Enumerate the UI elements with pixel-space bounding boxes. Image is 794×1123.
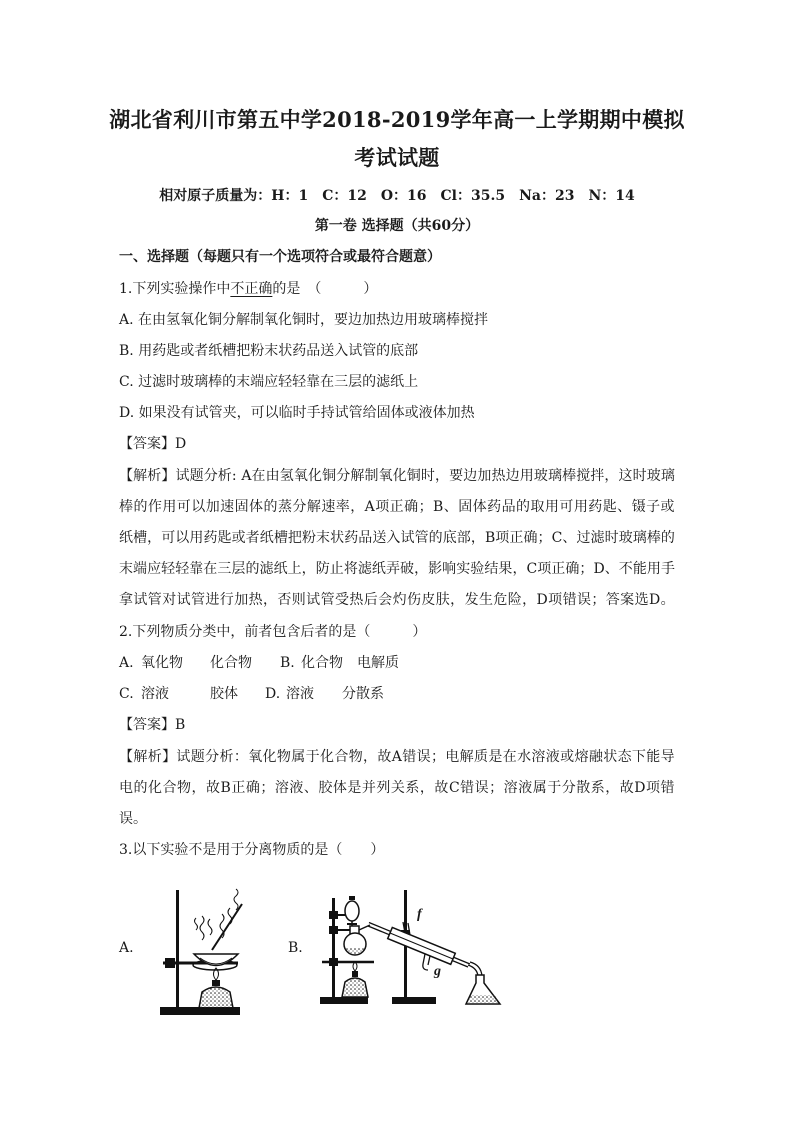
lamp-b-wick <box>352 971 358 977</box>
q2-option-c-first: 溶液 <box>141 686 169 702</box>
q2-option-c-second: 胶体 <box>210 686 238 702</box>
q1-analysis-line: 末端应轻轻靠在三层的滤纸上，防止将滤纸弄破，影响实验结果，C项正确；D、不能用手 <box>119 561 675 577</box>
vapor-5 <box>234 889 238 910</box>
q2-option-a-second: 化合物 <box>210 655 252 671</box>
vapor-6 <box>195 918 198 930</box>
separatory-funnel <box>345 901 359 921</box>
part-heading: 一、选择题（每题只有一个选项符合或最符合题意） <box>119 249 441 265</box>
alcohol-lamp-b <box>342 978 368 997</box>
q1-stem <box>119 279 377 299</box>
q2-analysis-line: 误。 <box>119 811 147 827</box>
lamp-a-wick <box>212 980 220 986</box>
inlet-label-f: f <box>417 907 422 922</box>
flame-b <box>353 962 357 971</box>
q1-stem-before: 1.下列实验操作中 <box>119 281 231 297</box>
q2-option-a-label: A. <box>119 655 134 671</box>
condenser-core <box>390 933 453 959</box>
q2-option-b-label: B. <box>280 655 295 671</box>
q1-option-a: A. 在由氢氧化铜分解制氧化铜时，要边加热边用玻璃棒搅拌 <box>119 312 489 328</box>
q2-analysis-line: 【解析】试题分析：氧化物属于化合物，故A错误；电解质是在水溶液或熔融状态下能导 <box>119 749 675 765</box>
q2-option-a-first: 氧化物 <box>141 655 183 671</box>
q1-stem-underlined: 不正确 <box>230 281 273 297</box>
q2-option-d-second: 分散系 <box>342 686 384 702</box>
q1-analysis-line: 棒的作用可以加速固体的蒸分解速率，A项正确；B、固体药品的取用可用药匙、镊子或 <box>119 499 675 515</box>
glass-rod <box>212 904 242 950</box>
q1-option-b: B. 用药匙或者纸槽把粉末状药品送入试管的底部 <box>119 343 419 359</box>
q2-option-c-label: C. <box>119 686 134 702</box>
page-title-line2: 考试试题 <box>354 145 440 170</box>
q2-option-d-label: D. <box>265 686 281 702</box>
q3-stem: 3.以下实验不是用于分离物质的是（ ） <box>119 842 385 858</box>
q1-option-c: C. 过滤时玻璃棒的末端应轻轻靠在三层的滤纸上 <box>119 374 419 390</box>
q1-analysis-line: 拿试管对试管进行加热，否则试管受热后会灼伤皮肤，发生危险，D项错误；答案选D。 <box>119 592 675 608</box>
q2-analysis-line: 电的化合物，故B正确；溶液、胶体是并列关系，故C错误；溶液属于分散系，故D项错 <box>119 780 675 796</box>
erlenmeyer-liquid <box>467 995 499 1003</box>
q1-stem-after: 的是 （ ） <box>272 281 378 297</box>
vapor-1 <box>200 916 204 940</box>
distillation-apparatus <box>320 890 500 1004</box>
q3-apparatus-figures <box>150 880 510 1025</box>
q3-figure-b-label: B. <box>288 940 303 956</box>
outlet-tube-g <box>423 954 430 970</box>
q1-analysis-line: 纸槽，可以用药匙或者纸槽把粉末状药品送入试管的底部，B项正确；C、过滤时玻璃棒的 <box>119 530 675 546</box>
q3-figure-a-label: A. <box>119 940 134 956</box>
stand-b2-base <box>392 997 436 1004</box>
q1-analysis-line: 【解析】试题分析: A在由氢氧化铜分解制氧化铜时，要边加热边用玻璃棒搅拌，这时玻璃 <box>119 468 675 484</box>
q1-option-d: D. 如果没有试管夹，可以临时手持试管给固体或液体加热 <box>119 405 475 421</box>
evaporation-apparatus <box>160 889 242 1015</box>
q2-option-b-second: 电解质 <box>357 655 399 671</box>
adapter <box>468 962 482 976</box>
q2-answer: 【答案】B <box>119 717 186 733</box>
funnel-stopper <box>349 896 355 900</box>
stand-b1-base <box>320 997 368 1004</box>
alcohol-lamp-a <box>199 987 233 1008</box>
volume-title: 第一卷 选择题（共60分） <box>314 218 480 234</box>
q2-stem: 2.下列物质分类中，前者包含后者的是（ ） <box>119 624 427 640</box>
q2-option-b-first: 化合物 <box>301 655 343 671</box>
q1-answer: 【答案】D <box>119 436 187 452</box>
q2-option-d-first: 溶液 <box>286 686 314 702</box>
atomic-masses: 相对原子质量为：H：1 C：12 O：16 Cl：35.5 Na：23 N：14 <box>159 188 635 204</box>
page-title-line1: 湖北省利川市第五中学2018-2019学年高一上学期期中模拟 <box>109 107 685 132</box>
vapor-2 <box>208 919 212 935</box>
outlet-label-g: g <box>434 964 441 979</box>
stand-a-rod <box>176 890 179 1008</box>
